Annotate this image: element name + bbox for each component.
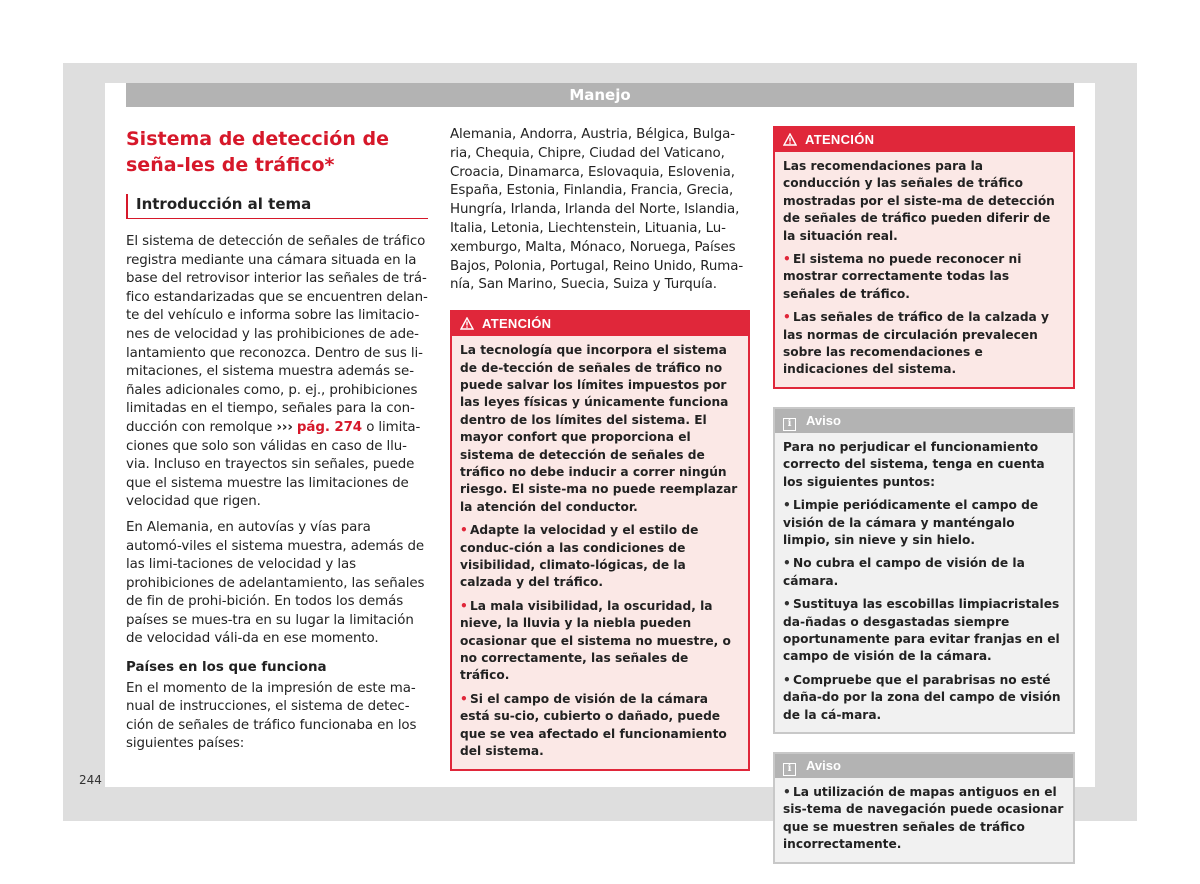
column-middle <box>450 126 750 771</box>
bullet-icon: • <box>783 784 791 799</box>
notice-bullet <box>783 672 1064 724</box>
intro-text-b: o limita-ciones que solo son válidas en caso de llu-via. Incluso en trayectos sin señales, puede que el sistema muestre las limitaciones de velocidad que rigen. <box>126 419 421 510</box>
warning-label: ATENCIÓN <box>482 316 552 332</box>
intro-paragraph <box>126 233 428 512</box>
notice-bullet-text: Sustituya las escobillas limpiacristales da-ñadas o desgastadas siempre oportunamente para evitar franjas en el campo de visión de la cámara. <box>783 597 1060 664</box>
warning-body <box>775 152 1073 387</box>
notice-bullet <box>783 784 1064 854</box>
notice-box <box>773 752 1075 864</box>
page-reference-link[interactable]: pág. 274 <box>296 419 363 435</box>
warning-triangle-icon <box>783 130 797 154</box>
notice-bullet-text: La utilización de mapas antiguos en el sis-tema de navegación puede ocasionar que se muestren señales de tráfico incorrectamente. <box>783 784 1064 852</box>
bullet-icon: • <box>460 691 468 706</box>
bullet-icon: • <box>783 310 791 325</box>
countries-list: Alemania, Andorra, Austria, Bélgica, Bulga-ria, Chequia, Chipre, Ciudad del Vaticano, Croacia, Dinamarca, Eslovaquia, Eslovenia, España, Estonia, Finlandia, Francia, Grecia, Hungría, Irlanda, Irlanda del Norte, Islandia, Italia, Letonia, Liechtenstein, Lituania, Lu-xemburgo, Malta, Mónaco, Noruega, Países Bajos, Polonia, Portugal, Reino Unido, Ruma-nía, San Marino, Suecia, Suiza y Turquía. <box>450 127 744 293</box>
warning-bullet <box>460 691 739 761</box>
warning-label: ATENCIÓN <box>805 132 875 147</box>
page-number: 244 <box>79 773 102 787</box>
countries-intro-paragraph: En el momento de la impresión de este ma-nual de instrucciones, el sistema de detec-ción de señales de tráfico funcionaba en los siguientes países: <box>126 680 417 752</box>
notice-box <box>773 407 1075 734</box>
notice-header <box>775 754 1073 778</box>
warning-bullet <box>460 598 739 685</box>
intro-text-a: El sistema de detección de señales de tráfico registra mediante una cámara situada en la base del retrovisor interior las señales de trá-fico estandarizadas que se encuentren delan-te del vehículo e informa sobre las limitacio-nes de velocidad y las prohibiciones de ade-lantamiento que reconozca. Dentro de sus li-mitaciones, el sistema muestra además se-ñales adicionales como, p. ej., prohibiciones limitadas en el tiempo, señales para la con-ducción con remolque <box>126 234 428 435</box>
warning-box <box>773 126 1075 389</box>
notice-body <box>775 433 1073 732</box>
notice-bullet <box>783 497 1064 549</box>
notice-label: Aviso <box>806 412 841 428</box>
info-icon: i <box>783 763 796 776</box>
warning-intro: La tecnología que incorpora el sistema de de-tección de señales de tráfico no puede salvar los límites impuestos por las leyes físicas y únicamente funciona dentro de los límites del sistema. El mayor confort que proporciona el sistema de detección de señales de tráfico no debe inducir a correr ningún riesgo. El siste-ma no puede reemplazar la atención del conductor. <box>460 343 738 514</box>
info-icon: i <box>783 418 796 431</box>
bullet-icon: • <box>460 523 468 538</box>
bullet-icon: • <box>783 672 791 687</box>
notice-bullet <box>783 596 1064 666</box>
notice-header <box>775 409 1073 433</box>
column-left <box>126 126 428 761</box>
notice-bullet-text: Limpie periódicamente el campo de visión de la cámara y manténgalo limpio, sin nieve y sin hielo. <box>783 498 1039 547</box>
warning-bullet <box>783 251 1064 303</box>
bullet-icon: • <box>460 598 468 613</box>
bullet-icon: • <box>783 597 791 612</box>
warning-body <box>452 336 748 768</box>
warning-header <box>775 128 1073 152</box>
notice-label: Aviso <box>806 757 841 773</box>
notice-intro: Para no perjudicar el funcionamiento correcto del sistema, tenga en cuenta los siguientes puntos: <box>783 439 1045 489</box>
warning-bullet-text: Adapte la velocidad y el estilo de conduc-ción a las condiciones de visibilidad, climato-lógicas, de la calzada y del tráfico. <box>460 523 699 590</box>
section-heading: Introducción al tema <box>126 194 428 219</box>
warning-triangle-icon <box>460 314 474 338</box>
bullet-icon: • <box>783 556 791 571</box>
bullet-icon: • <box>783 252 791 267</box>
column-right <box>773 126 1075 864</box>
germany-paragraph: En Alemania, en autovías y vías para automó-viles el sistema muestra, además de las limi-taciones de velocidad y las prohibiciones de adelantamiento, las señales de fin de prohi-bición. En todos los demás países se mues-tra en su lugar la limitación de velocidad váli-da en ese momento. <box>126 519 425 647</box>
bullet-icon: • <box>783 498 791 513</box>
warning-bullet-text: El sistema no puede reconocer ni mostrar correctamente todas las señales de tráfico. <box>783 252 1022 301</box>
warning-bullet-text: Si el campo de visión de la cámara está su-cio, cubierto o dañado, puede que se vea afectado el funcionamiento del sistema. <box>460 691 727 759</box>
notice-body <box>775 778 1073 862</box>
warning-bullet <box>783 309 1064 379</box>
warning-box <box>450 310 750 770</box>
warning-bullet <box>460 522 739 592</box>
warning-header <box>452 312 748 336</box>
countries-heading: Países en los que funciona <box>126 660 327 676</box>
section-header: Manejo <box>126 83 1074 107</box>
warning-bullet-text: La mala visibilidad, la oscuridad, la nieve, la lluvia y la niebla pueden ocasionar que el sistema no muestre, o no correctamente, las señales de tráfico. <box>460 598 731 683</box>
arrow-link-icon: ››› <box>276 419 293 435</box>
notice-bullet-text: No cubra el campo de visión de la cámara. <box>783 556 1025 588</box>
notice-bullet-text: Compruebe que el parabrisas no esté daña-do por la zona del campo de visión de la cá-mara. <box>783 672 1061 722</box>
chapter-title: Sistema de detección de seña-les de tráfico* <box>126 128 389 176</box>
notice-bullet <box>783 555 1064 590</box>
warning-bullet-text: Las señales de tráfico de la calzada y las normas de circulación prevalecen sobre las recomendaciones e indicaciones del sistema. <box>783 310 1049 377</box>
warning-intro: Las recomendaciones para la conducción y las señales de tráfico mostradas por el siste-ma de detección de señales de tráfico pueden diferir de la situación real. <box>783 159 1055 243</box>
